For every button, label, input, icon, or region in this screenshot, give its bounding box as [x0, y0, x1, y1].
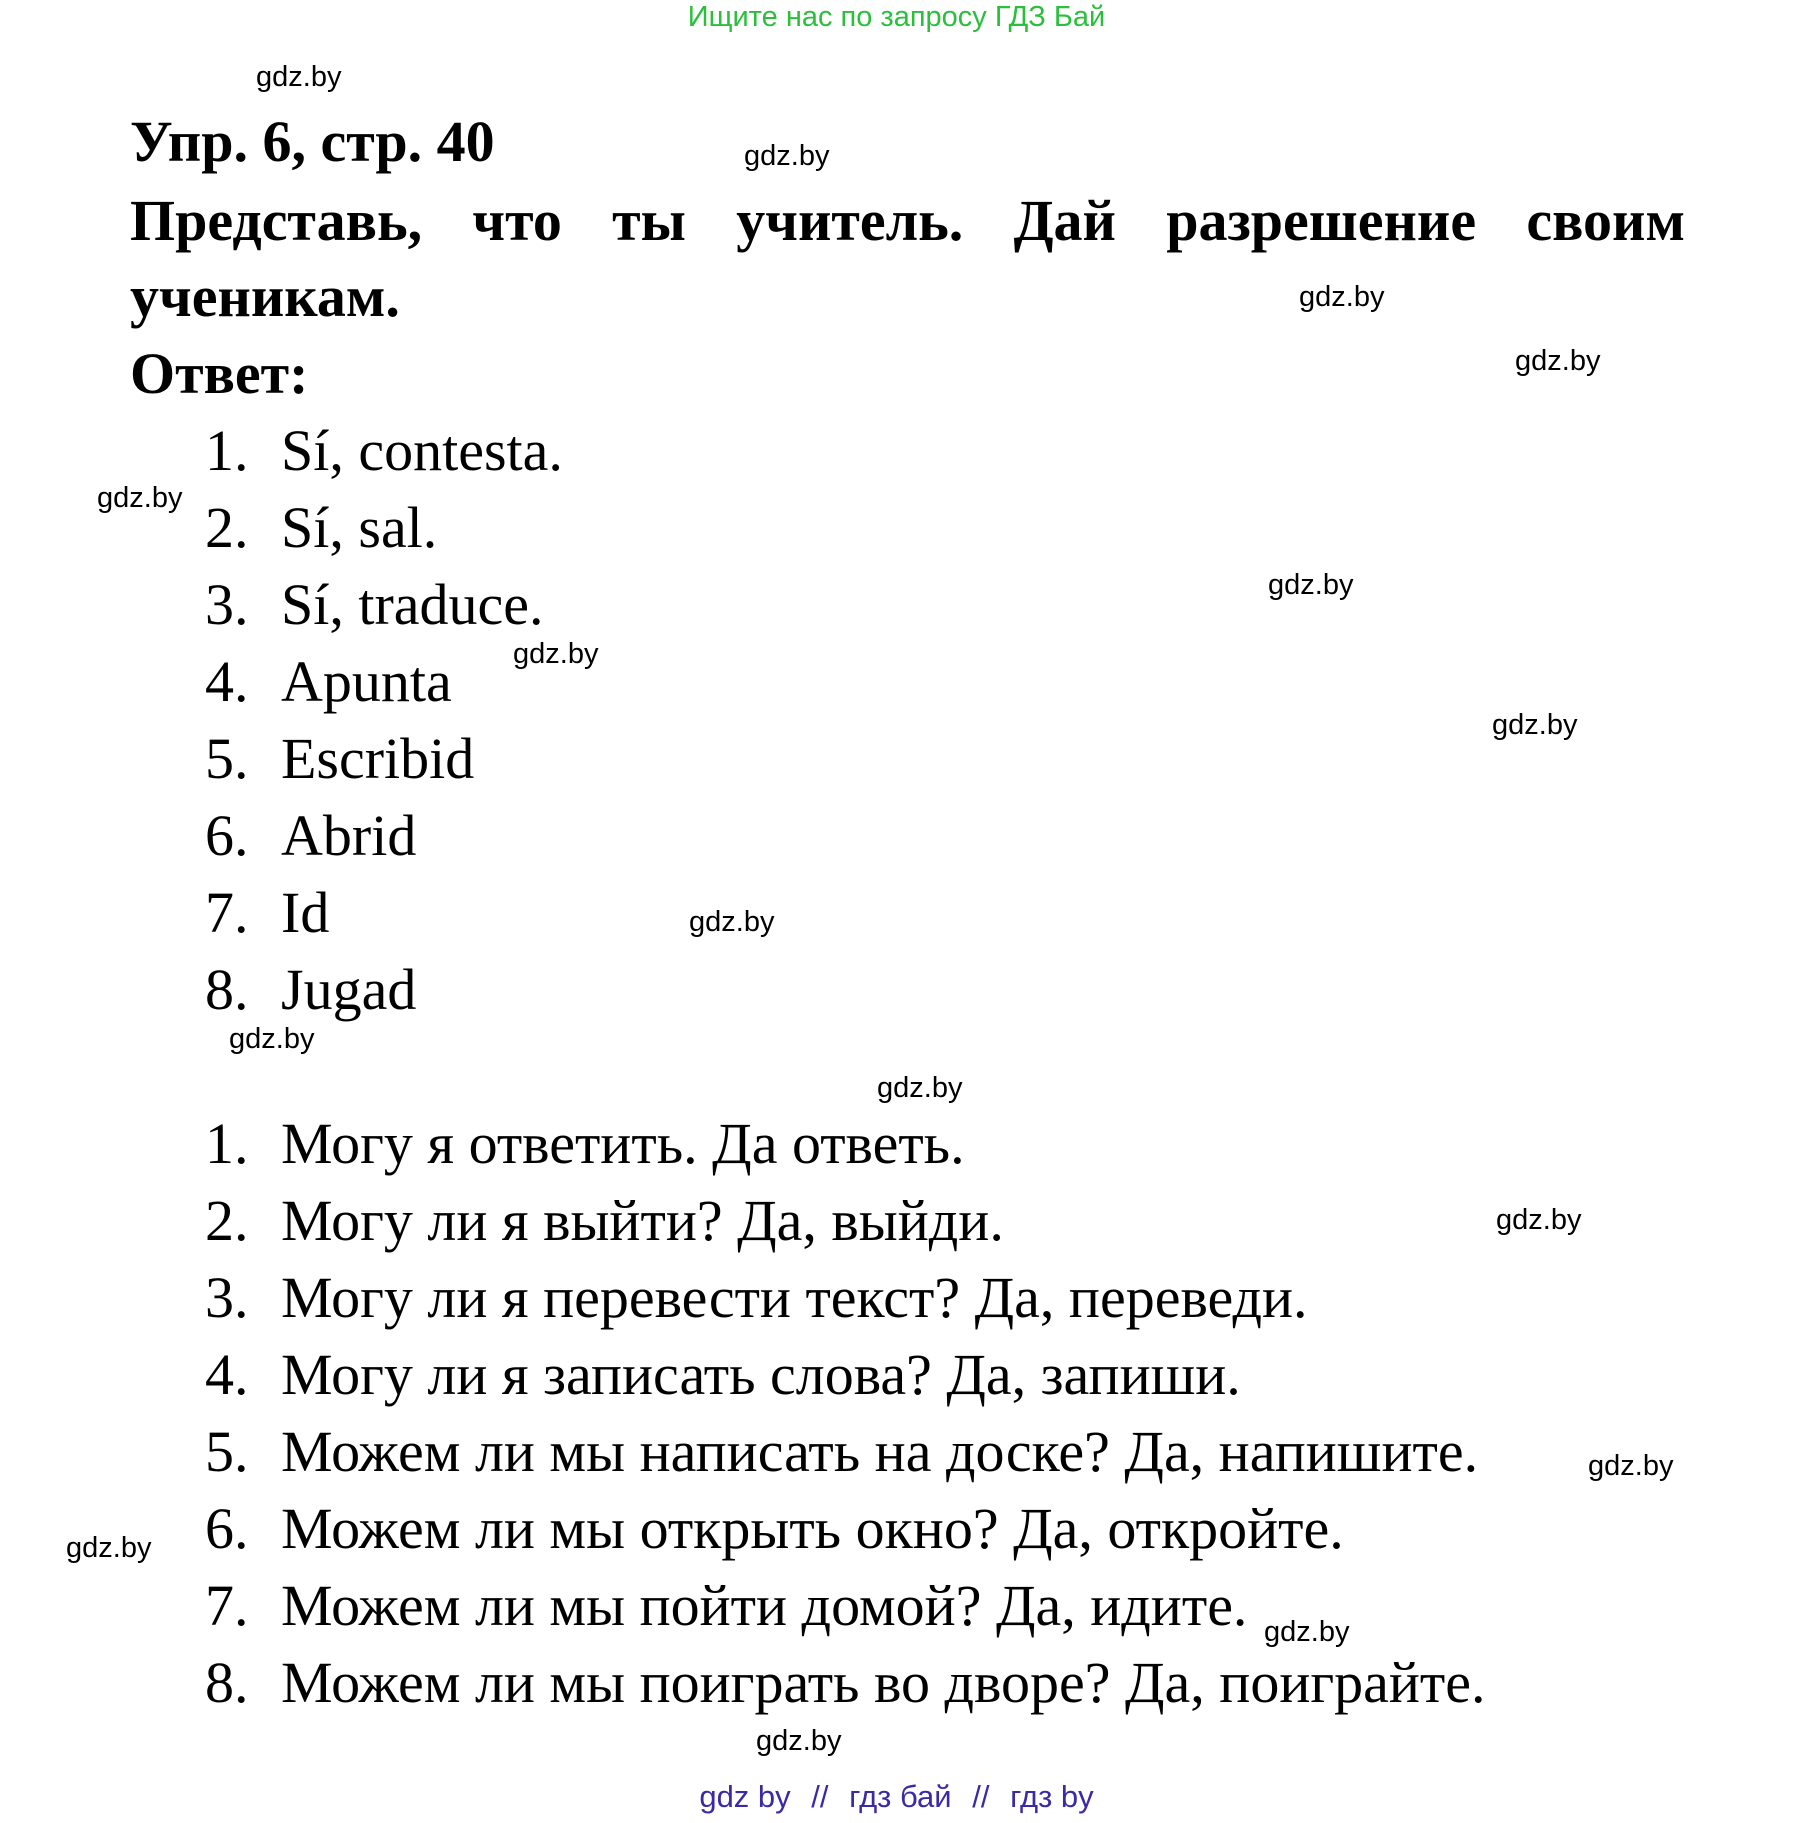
watermark: gdz.by [1496, 1204, 1582, 1236]
russian-answer-item: 6. Можем ли мы открыть окно? Да, откройте. [205, 1496, 1344, 1561]
exercise-heading: Упр. 6, стр. 40 [130, 109, 495, 174]
watermark: gdz.by [256, 61, 342, 93]
footer-link[interactable]: gdz by [699, 1779, 791, 1814]
watermark: gdz.by [877, 1072, 963, 1104]
footer-link[interactable]: гдз бай [849, 1779, 952, 1814]
watermark: gdz.by [513, 638, 599, 670]
spanish-answer-item: 2. Sí, sal. [205, 495, 438, 560]
watermark: gdz.by [756, 1725, 842, 1757]
spanish-answer-item: 3. Sí, traduce. [205, 572, 544, 637]
task-line-1 [130, 183, 1685, 259]
watermark: gdz.by [66, 1532, 152, 1564]
watermark: gdz.by [229, 1023, 315, 1055]
watermark: gdz.by [1268, 569, 1354, 601]
russian-answer-item: 4. Могу ли я записать слова? Да, запиши. [205, 1342, 1241, 1407]
watermark: gdz.by [744, 140, 830, 172]
task-word: что [472, 188, 562, 253]
spanish-answer-item: 8. Jugad [205, 957, 417, 1022]
task-line-2: ученикам. [130, 264, 400, 329]
russian-answer-item: 5. Можем ли мы написать на доске? Да, напишите. [205, 1419, 1479, 1484]
russian-answer-item: 2. Могу ли я выйти? Да, выйди. [205, 1188, 1004, 1253]
watermark: gdz.by [689, 906, 775, 938]
watermark: gdz.by [97, 482, 183, 514]
answer-label: Ответ: [130, 341, 309, 406]
russian-answer-item: 8. Можем ли мы поиграть во дворе? Да, поиграйте. [205, 1650, 1486, 1715]
search-banner: Ищите нас по запросу ГДЗ Бай [687, 1, 1106, 33]
spanish-answer-item: 7. Id [205, 880, 330, 945]
russian-answer-item: 1. Могу я ответить. Да ответь. [205, 1111, 965, 1176]
task-word: ты [612, 188, 686, 253]
spanish-answer-item: 5. Escribid [205, 726, 475, 791]
task-word: Представь, [130, 188, 423, 253]
spanish-answer-item: 4. Apunta [205, 649, 452, 714]
task-word: разрешение [1166, 188, 1477, 253]
task-word: Дай [1013, 188, 1116, 253]
watermark: gdz.by [1299, 281, 1385, 313]
watermark: gdz.by [1588, 1450, 1674, 1482]
footer-links [0, 1779, 1793, 1815]
russian-answer-item: 7. Можем ли мы пойти домой? Да, идите. [205, 1573, 1248, 1638]
task-statement [130, 183, 1685, 335]
spanish-answer-item: 1. Sí, contesta. [205, 418, 563, 483]
watermark: gdz.by [1264, 1616, 1350, 1648]
spanish-answer-item: 6. Abrid [205, 803, 417, 868]
footer-separator: // [811, 1779, 829, 1814]
footer-separator: // [972, 1779, 990, 1814]
footer-link[interactable]: гдз by [1010, 1779, 1094, 1814]
russian-answer-item: 3. Могу ли я перевести текст? Да, переведи. [205, 1265, 1308, 1330]
watermark: gdz.by [1515, 345, 1601, 377]
task-word: своим [1526, 188, 1685, 253]
watermark: gdz.by [1492, 709, 1578, 741]
task-word: учитель. [736, 188, 964, 253]
